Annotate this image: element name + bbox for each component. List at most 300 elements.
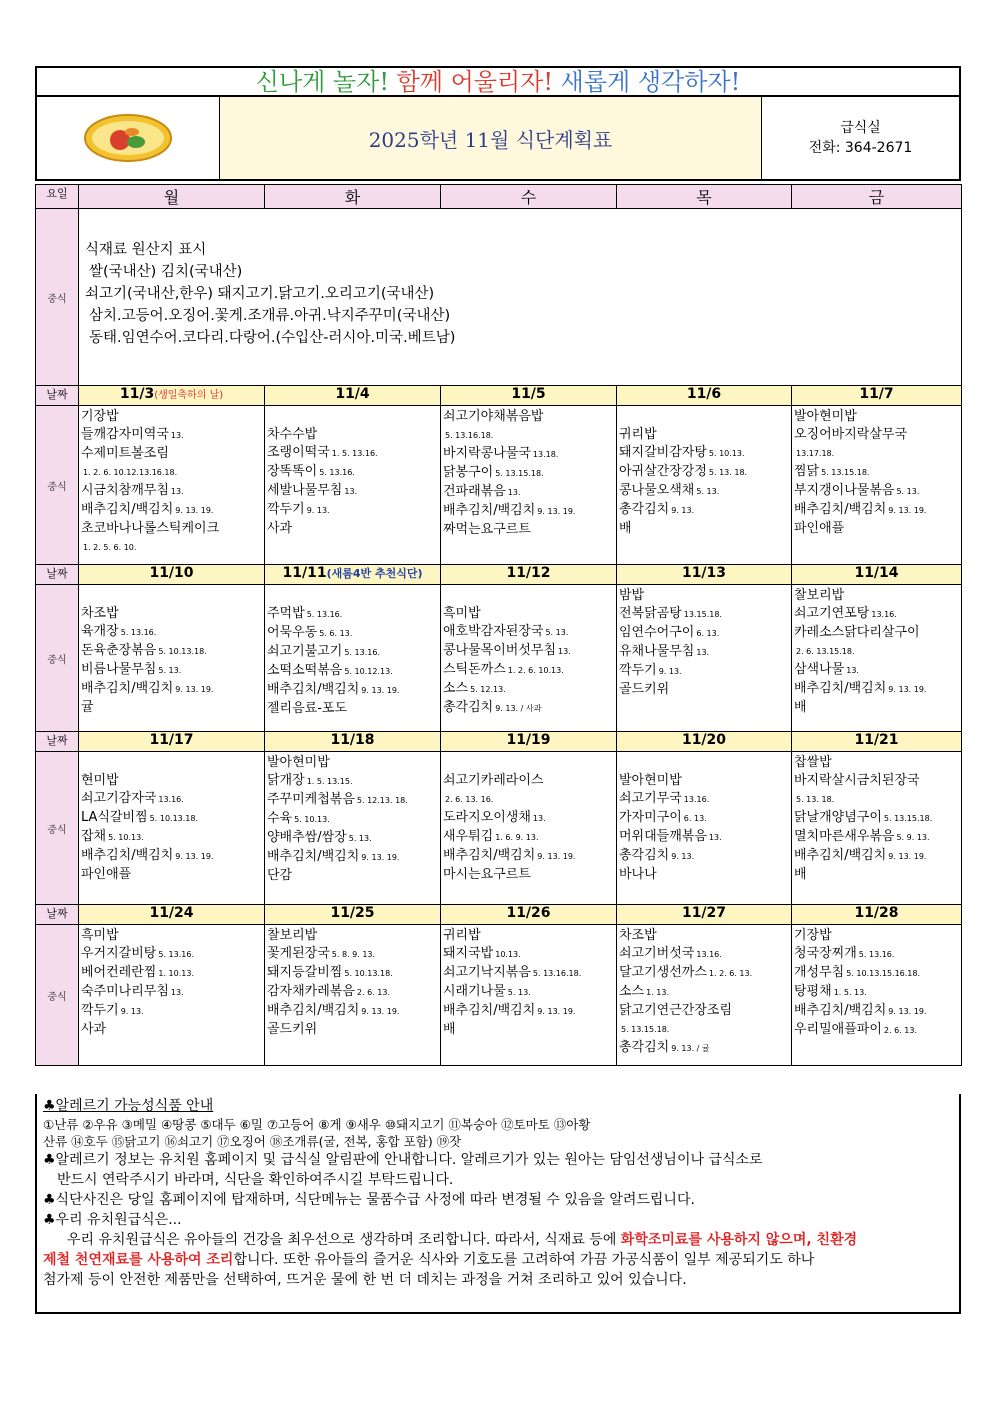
menu-item	[267, 848, 438, 867]
menu-item	[619, 983, 789, 1002]
logo-icon	[82, 112, 174, 164]
menu-item	[443, 464, 614, 483]
allergen-codes: 2. 6. 13.	[356, 988, 390, 997]
dish-name: 개성무침	[794, 965, 845, 980]
allergen-codes: 5. 13.	[158, 666, 182, 675]
date-wed	[441, 905, 617, 925]
allergen-codes: 9. 13. 19.	[888, 685, 927, 694]
meal-label: 중식	[36, 925, 79, 1066]
menu-item	[267, 426, 438, 444]
menu-item	[794, 605, 959, 624]
dish-name: 시금치참깨무침	[81, 483, 169, 498]
date-note: (생일축하의 날)	[154, 390, 224, 401]
allergen-codes: 5. 13.16.	[319, 468, 355, 477]
menu-item	[267, 605, 438, 624]
allergen-codes: 9. 13. 19.	[175, 685, 214, 694]
allergen-codes: 5. 13.	[696, 487, 720, 496]
menu-item	[443, 828, 614, 847]
dish-name: 단감	[267, 868, 293, 883]
date-value: 11/18	[330, 732, 375, 748]
date-value: 11/26	[506, 905, 551, 921]
menu-cell-tue	[265, 585, 441, 732]
dish-name: 새우튀김	[443, 829, 494, 844]
dish-name: 닭날개양념구이	[794, 810, 882, 825]
menu-item	[794, 642, 959, 661]
dish-name: 콩나물목이버섯무침	[443, 643, 557, 658]
dish-name: 잡채	[81, 829, 107, 844]
menu-item	[794, 790, 959, 809]
menu-item	[267, 520, 438, 538]
dish-name: 차조밥	[81, 606, 119, 621]
meal-policy-line-3: 첨가제 등이 안전한 제품만을 선택하여, 뜨거운 물에 한 번 더 데치는 과정을 거쳐 조리하고 있어 있습니다.	[43, 1272, 687, 1288]
allergen-codes: 13.	[170, 431, 184, 440]
dish-name: 꽃게된장국	[267, 946, 330, 961]
menu-item	[619, 772, 789, 790]
menu-item	[619, 463, 789, 482]
allergen-codes: 9. 13. 19.	[888, 506, 927, 515]
date-value: 11/19	[506, 732, 551, 748]
menu-item	[794, 828, 959, 847]
menu-item	[81, 964, 262, 983]
origin-line: 동태.임연수어.코다리.다랑어.(수입산-러시아.미국.베트남)	[89, 330, 456, 346]
menu-item	[794, 866, 959, 884]
allergen-codes: 13.16.	[158, 795, 184, 804]
menu-item	[267, 867, 438, 885]
menu-item	[81, 927, 262, 945]
allergen-codes: 5. 13.16.	[158, 950, 194, 959]
dish-name: 육개장	[81, 624, 119, 639]
allergen-codes: 1. 2. 5. 6. 10.	[83, 543, 137, 552]
menu-item	[619, 945, 789, 964]
dish-name: 배추김치/백김치	[81, 502, 174, 517]
menu-item	[267, 772, 438, 791]
allergy-notice-2: 반드시 연락주시기 바라며, 식단을 확인하여주시길 부탁드립니다.	[57, 1172, 454, 1188]
weekday-header-row	[36, 185, 962, 209]
slogan-part-2: 함께 어울리자!	[396, 68, 554, 96]
allergen-codes: 9. 13. 19.	[888, 852, 927, 861]
dish-name: 찹쌀밥	[794, 755, 832, 770]
dish-name: 밤밥	[619, 588, 645, 603]
allergen-codes: 13.16.	[683, 795, 710, 804]
dish-name: 아귀살간장강정	[619, 464, 707, 479]
menu-cell-thu	[617, 752, 792, 905]
dish-name: 바지락콩나물국	[443, 446, 531, 461]
slogan-part-1: 신나게 놀자!	[255, 68, 389, 96]
menu-item	[794, 624, 959, 642]
date-mon	[79, 386, 265, 406]
dish-name: 쇠고기버섯국	[619, 946, 695, 961]
meal-label: 중식	[36, 406, 79, 565]
allergen-codes: 5. 12.13.	[470, 685, 506, 694]
menu-item	[81, 754, 262, 772]
menu-cell-tue	[265, 406, 441, 565]
dish-name: 기장밥	[81, 409, 119, 424]
date-thu	[617, 386, 792, 406]
dish-name: 배추김치/백김치	[81, 848, 174, 863]
allergen-codes: 5. 13.16.18.	[445, 431, 494, 440]
dish-name: 카레소스닭다리살구이	[794, 625, 920, 640]
allergen-codes: 13.	[696, 648, 710, 657]
menu-row	[36, 752, 962, 905]
menu-item	[81, 1021, 262, 1039]
menu-item	[619, 790, 789, 809]
menu-item	[267, 662, 438, 681]
dish-name: 머위대들깨볶음	[619, 829, 707, 844]
date-value: 11/4	[335, 386, 370, 402]
allergen-codes: 9. 13.	[306, 506, 330, 515]
origin-line: 쇠고기(국내산,한우) 돼지고기.닭고기.오리고기(국내산)	[85, 286, 435, 302]
dish-name: 배추김치/백김치	[267, 849, 360, 864]
menu-item	[267, 501, 438, 520]
menu-item	[443, 408, 614, 426]
allergy-list-1: ①난류 ②우유 ③메밀 ④땅콩 ⑤대두 ⑥밀 ⑦고등어 ⑧게 ⑨새우 ⑩돼지고기 ⑪복숭아 ⑫토마토 ⑬아황	[43, 1117, 591, 1132]
dish-name: 총각김치	[443, 700, 494, 715]
allergen-codes: 5. 13.15.18.	[495, 469, 544, 478]
allergen-codes: 5. 10.13.18.	[158, 647, 207, 656]
allergen-codes: 5. 6. 13.	[319, 629, 353, 638]
menu-item	[267, 624, 438, 643]
kindergarten-meal-heading: ♣우리 유치원급식은...	[43, 1212, 182, 1228]
dish-name: 들깨감자미역국	[81, 427, 169, 442]
dish-name: 배추김치/백김치	[794, 848, 887, 863]
menu-cell-tue	[265, 925, 441, 1066]
dish-name: 귤	[81, 700, 94, 715]
date-value: 11/7	[859, 386, 894, 402]
allergen-codes: 13.	[170, 988, 184, 997]
allergen-codes: 9. 13. 19.	[537, 852, 576, 861]
dish-name: 닭고기연근간장조림	[619, 1003, 733, 1018]
menu-item	[619, 587, 789, 605]
menu-item	[443, 680, 614, 699]
dish-name: 골드키위	[267, 1022, 318, 1037]
date-tue	[265, 905, 441, 925]
allergen-codes: 5. 13.15.18.	[821, 468, 870, 477]
page-title: 2025학년 11월 식단계획표	[220, 97, 762, 179]
menu-item	[619, 605, 789, 624]
date-value: 11/5	[511, 386, 546, 402]
dish-name: 쇠고기야채볶음밥	[443, 409, 544, 424]
allergen-codes: 5. 13.	[896, 487, 920, 496]
origin-notice	[79, 209, 962, 386]
weekday-tue: 화	[265, 185, 441, 209]
menu-item	[619, 828, 789, 847]
allergen-codes: 1. 10.13.	[158, 969, 194, 978]
dish-name: 배추김치/백김치	[794, 1003, 887, 1018]
allergen-codes: 1. 2. 6. 13.	[708, 969, 753, 978]
menu-item	[267, 1002, 438, 1021]
allergen-codes: 5. 13.	[545, 628, 569, 637]
dish-name: 깍두기	[81, 1003, 119, 1018]
date-label: 날짜	[36, 905, 79, 925]
origin-row	[36, 209, 962, 386]
dish-name: 우거지갈비탕	[81, 946, 157, 961]
menu-item	[267, 463, 438, 482]
dish-name: 돼지갈비감자탕	[619, 445, 707, 460]
allergen-codes: 1. 2. 6. 10.13.	[507, 666, 564, 675]
dish-name: 깍두기	[619, 663, 657, 678]
dish-name: 배추김치/백김치	[81, 681, 174, 696]
dish-name: 쇠고기불고기	[267, 644, 343, 659]
date-value: 11/27	[681, 905, 727, 921]
date-wed	[441, 732, 617, 752]
date-tue	[265, 732, 441, 752]
allergen-codes: 10.13.	[495, 950, 521, 959]
dish-name: 귀리밥	[619, 427, 657, 442]
menu-item	[619, 1039, 789, 1058]
menu-item	[794, 754, 959, 772]
notice-section	[35, 1094, 961, 1314]
allergen-codes: 5. 13. 18.	[796, 795, 835, 804]
photo-notice: ♣식단사진은 당일 홈페이지에 탑재하며, 식단메뉴는 물품수급 사정에 따라 변경될 수 있음을 알려드립니다.	[43, 1192, 695, 1208]
allergen-codes: 5. 10.13.18.	[344, 969, 393, 978]
menu-item	[267, 643, 438, 662]
weekday-wed: 수	[441, 185, 617, 209]
menu-item	[81, 445, 262, 463]
menu-item	[794, 426, 959, 444]
menu-item	[443, 964, 614, 983]
allergy-notice-1: ♣알레르기 정보는 유치원 홈페이지 및 급식실 알림판에 안내합니다. 알레르기가 있는 원아는 담임선생님이나 급식소로	[43, 1152, 763, 1168]
dish-name: 콩나물오색채	[619, 483, 695, 498]
dish-name: 유채나물무침	[619, 644, 695, 659]
menu-cell-mon	[79, 925, 265, 1066]
dish-name: 주먹밥	[267, 606, 305, 621]
date-value: 11/21	[854, 732, 899, 748]
menu-item	[443, 790, 614, 809]
dish-name: 스틱돈까스	[443, 662, 506, 677]
menu-item	[443, 927, 614, 945]
date-thu	[617, 565, 792, 585]
menu-item	[619, 927, 789, 945]
origin-line: 쌀(국내산) 김치(국내산)	[89, 264, 243, 280]
dish-name: 배추김치/백김치	[267, 682, 360, 697]
menu-item	[619, 426, 789, 444]
allergen-codes: 9. 13. 19.	[361, 1007, 400, 1016]
menu-cell-fri	[792, 585, 962, 732]
allergen-codes: 13.16.	[696, 950, 722, 959]
allergen-codes: 5. 10.12.13.	[344, 667, 393, 676]
date-value: 11/12	[506, 565, 551, 581]
menu-item	[443, 772, 614, 790]
date-wed	[441, 565, 617, 585]
date-header-row	[36, 905, 962, 925]
slogan-part-3: 새롭게 생각하자!	[560, 68, 741, 96]
slogan-bar	[35, 66, 961, 97]
allergen-codes: 5. 10.13.	[708, 449, 745, 458]
menu-item	[267, 927, 438, 945]
menu-item	[443, 605, 614, 623]
menu-item	[619, 964, 789, 983]
dish-name: 배	[619, 521, 632, 536]
allergen-codes: 5. 10.13.	[294, 815, 330, 824]
allergen-codes: 5. 8. 9. 13.	[331, 950, 376, 959]
menu-item	[619, 408, 789, 426]
dish-name: 쇠고기연포탕	[794, 606, 870, 621]
allergen-codes: 9. 13.	[671, 506, 695, 515]
menu-table	[35, 184, 962, 1066]
date-value: 11/24	[149, 905, 194, 921]
allergen-codes: 5. 10.13.15.16.18.	[846, 969, 921, 978]
dish-name: 돼지등갈비찜	[267, 965, 343, 980]
meal-label: 중식	[36, 752, 79, 905]
menu-item	[81, 828, 262, 847]
dish-name: 발아현미밥	[619, 773, 682, 788]
weekday-fri: 금	[792, 185, 962, 209]
allergen-codes: 13.18.	[532, 450, 559, 459]
dish-name: 탕평채	[794, 984, 832, 999]
menu-item	[267, 444, 438, 463]
menu-item	[443, 426, 614, 445]
allergen-codes: 9. 13.	[120, 1007, 144, 1016]
dish-name: 쇠고기무국	[619, 791, 682, 806]
allergen-codes: 5. 9. 13.	[896, 833, 930, 842]
menu-item	[794, 927, 959, 945]
allergen-codes: 5. 13.16.	[120, 628, 157, 637]
allergen-codes: 9. 13. / 귤	[671, 1044, 710, 1053]
menu-cell-fri	[792, 925, 962, 1066]
menu-item	[619, 847, 789, 866]
office-info	[762, 97, 959, 179]
menu-item	[267, 482, 438, 501]
menu-item	[794, 964, 959, 983]
weekday-mon: 월	[79, 185, 265, 209]
allergen-codes: 13.16.	[871, 610, 897, 619]
allergen-codes: 2. 6. 13.15.18.	[796, 647, 855, 656]
menu-item	[794, 1002, 959, 1021]
menu-item	[81, 1002, 262, 1021]
dish-name: 배추김치/백김치	[794, 502, 887, 517]
menu-item	[81, 426, 262, 445]
allergen-codes: 13.	[708, 833, 722, 842]
menu-item	[794, 587, 959, 605]
date-value: 11/10	[149, 565, 194, 581]
date-value: 11/11	[282, 565, 327, 581]
dish-name: 배추김치/백김치	[267, 1003, 360, 1018]
menu-cell-mon	[79, 585, 265, 732]
menu-item	[443, 502, 614, 521]
allergen-codes: 13.	[344, 487, 358, 496]
menu-item	[794, 1021, 959, 1040]
menu-item	[794, 661, 959, 680]
allergen-codes: 9. 13. 19.	[537, 507, 576, 516]
allergen-codes: 13.	[532, 814, 546, 823]
dish-name: 부지갱이나물볶음	[794, 483, 895, 498]
menu-item	[443, 754, 614, 772]
date-value: 11/14	[854, 565, 899, 581]
menu-item	[81, 983, 262, 1002]
menu-cell-fri	[792, 752, 962, 905]
dish-name: 찰보리밥	[267, 928, 318, 943]
dish-name: 장똑똑이	[267, 464, 318, 479]
menu-item	[794, 482, 959, 501]
menu-item	[794, 444, 959, 463]
allergen-codes: 5. 13.15.18.	[883, 814, 933, 823]
dish-name: LA식갈비찜	[81, 810, 148, 825]
allergen-codes: 1. 5. 13.	[833, 988, 867, 997]
menu-item	[81, 847, 262, 866]
date-header-row	[36, 386, 962, 406]
menu-item	[81, 809, 262, 828]
menu-item	[443, 1021, 614, 1039]
allergen-codes: 2. 6. 13.	[883, 1026, 917, 1035]
dish-name: 세발나물무침	[267, 483, 343, 498]
menu-item	[267, 681, 438, 700]
dish-name: 시래기나물	[443, 984, 506, 999]
menu-item	[794, 463, 959, 482]
dish-name: 배	[794, 700, 807, 715]
menu-item	[619, 1002, 789, 1020]
allergen-codes: 1. 5. 13.16.	[331, 449, 378, 458]
menu-item	[794, 501, 959, 520]
menu-cell-thu	[617, 585, 792, 732]
date-thu	[617, 732, 792, 752]
allergen-codes: 9. 13.	[671, 852, 695, 861]
menu-item	[619, 444, 789, 463]
menu-item	[81, 463, 262, 482]
allergen-codes: 5. 13. 18.	[708, 468, 748, 477]
menu-item	[81, 623, 262, 642]
menu-item	[794, 699, 959, 717]
dish-name: 배	[794, 867, 807, 882]
dish-name: 깍두기	[267, 502, 305, 517]
menu-item	[794, 680, 959, 699]
menu-item	[81, 945, 262, 964]
office-phone: 전화: 364-2671	[808, 140, 913, 156]
menu-item	[619, 482, 789, 501]
allergen-codes: 6. 13.	[696, 629, 720, 638]
dish-name: 청국장찌개	[794, 946, 857, 961]
date-label: 날짜	[36, 732, 79, 752]
weekday-label: 요일	[36, 185, 79, 209]
dish-name: 쇠고기감자국	[81, 791, 157, 806]
date-wed	[441, 386, 617, 406]
origin-line: 삼치.고등어.오징어.꽃게.조개류.아귀.낙지주꾸미(국내산)	[89, 308, 451, 324]
dish-name: 흑미밥	[443, 606, 481, 621]
dish-name: 쇠고기낙지볶음	[443, 965, 531, 980]
dish-name: 임연수어구이	[619, 625, 695, 640]
date-fri	[792, 565, 962, 585]
date-fri	[792, 732, 962, 752]
dish-name: 차조밥	[619, 928, 657, 943]
menu-item	[267, 754, 438, 772]
dish-name: 도라지오이생채	[443, 810, 531, 825]
dish-name: 달고기생선까스	[619, 965, 707, 980]
menu-item	[81, 482, 262, 501]
allergy-list-2: 산류 ⑭호두 ⑮닭고기 ⑯쇠고기 ⑰오징어 ⑱조개류(굴, 전복, 홍합 포함) ⑲잣	[43, 1134, 462, 1149]
allergen-codes: 13.	[846, 666, 859, 675]
dish-name: 건파래볶음	[443, 484, 506, 499]
menu-item	[443, 445, 614, 464]
date-mon	[79, 905, 265, 925]
origin-title: 식재료 원산지 표시	[85, 242, 207, 258]
dish-name: 골드키위	[619, 682, 670, 697]
meal-policy-text: 우리 유치원급식은 유아들의 건강을 최우선으로 생각하며 조리합니다. 따라서, 식재료 등에	[67, 1232, 621, 1248]
weekday-thu: 목	[617, 185, 792, 209]
menu-item	[619, 643, 789, 662]
menu-item	[81, 866, 262, 884]
menu-item	[267, 587, 438, 605]
dish-name: 배추김치/백김치	[794, 681, 887, 696]
allergen-codes: 5. 13.16.18.	[532, 969, 582, 978]
menu-item	[619, 520, 789, 538]
menu-item	[81, 538, 262, 557]
menu-item	[794, 772, 959, 790]
allergen-codes: 5. 12.13. 18.	[356, 796, 408, 805]
dish-name: 돈육춘장볶음	[81, 643, 157, 658]
menu-cell-fri	[792, 406, 962, 565]
dish-name: 발아현미밥	[267, 755, 330, 770]
dish-name: 짜먹는요구르트	[443, 522, 531, 537]
meal-policy-text: 합니다. 또한 유아들의 즐거운 식사와 기호도를 고려하여 가끔 가공식품이 일부 제공되기도 하나	[233, 1252, 815, 1268]
